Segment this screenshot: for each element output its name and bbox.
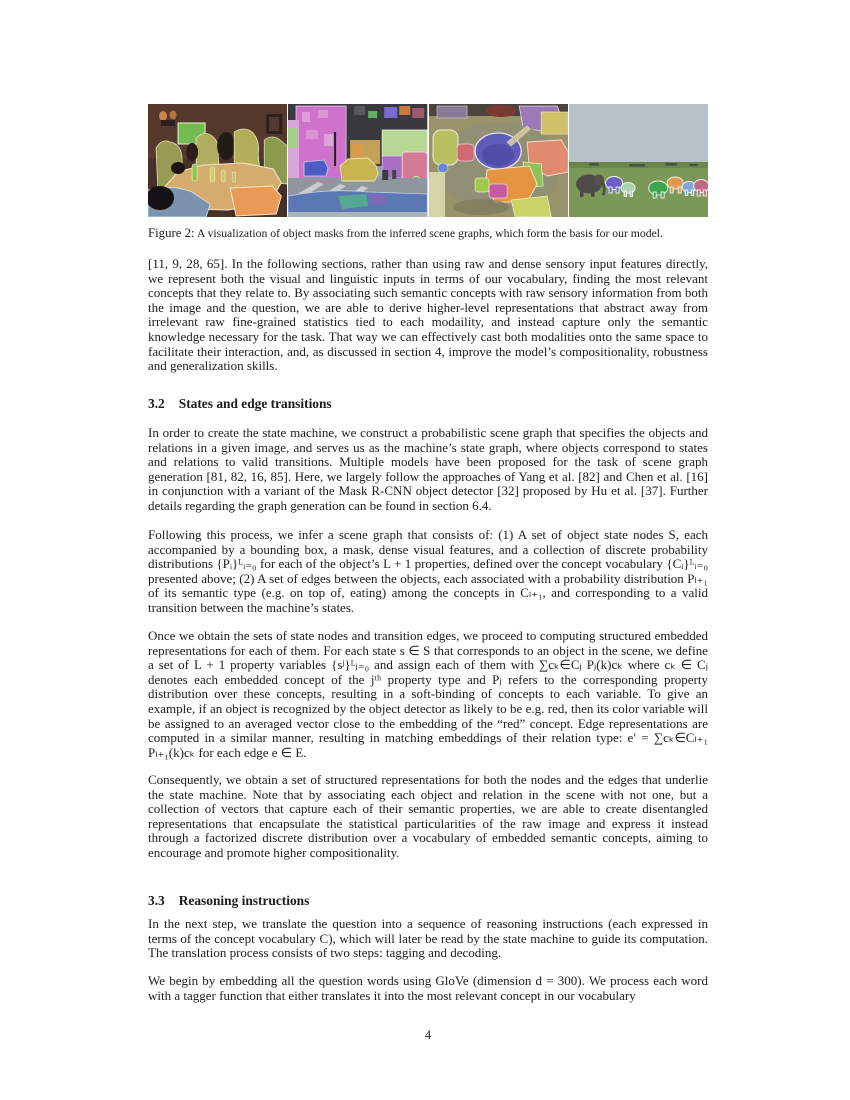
figure2-caption-text: A visualization of object masks from the inferred scene graphs, which form the basis for our model.	[196, 227, 663, 240]
section-title: States and edge transitions	[178, 396, 332, 411]
figure2-image-restaurant-masks	[148, 104, 287, 217]
paragraph-3-2-3: Once we obtain the sets of state nodes and transition edges, we proceed to computing structured embedded representations for each of them. For each state s ∈ S that corresponds to an object in the scene, we define a set of L + 1 property variables {sʲ}ᴸⱼ₌₀ and assign each of them with ∑cₖ∈Cⱼ Pⱼ(k)cₖ where cₖ ∈ Cⱼ denotes each embedded concept of the jᵗʰ property type and Pⱼ refers to the corresponding property distribution over these concepts, resulting in a soft-binding of concepts to each variable. To give an example, if an object is recognized by the object detector as likely to be e.g. red, then its color variable will be assigned to an averaged vector close to the embedding of the “red” concept. Edge representations are computed in a similar manner, resulting in matching embeddings of their relation type: e′ = ∑cₖ∈Cₗ₊₁ Pₗ₊₁(k)cₖ for each edge e ∈ E.	[148, 628, 708, 760]
figure2-caption-label: Figure 2:	[148, 226, 195, 240]
section-heading-3-2	[148, 396, 708, 412]
figure2-image-street-masks	[288, 104, 427, 217]
figure2-image-strip	[148, 104, 708, 217]
paragraph-3-2-1: In order to create the state machine, we construct a probabilistic scene graph that specifies the objects and relations in a given image, and serves us as the machine’s state graph, where objects correspond to states and relations to valid transitions. Multiple models have been proposed for the task of scene graph generation [81, 82, 16, 85]. Here, we largely follow the approaches of Yang et al. [82] and Chen et al. [16] in conjunction with a variant of the Mask R-CNN object detector [32] proposed by Hu et al. [37]. Further details regarding the graph generation can be found in section 6.4.	[148, 425, 708, 513]
paragraph-3-2-2: Following this process, we infer a scene graph that consists of: (1) A set of object state nodes S, each accompanied by a bounding box, a mask, dense visual features, and a collection of discrete probability distributions {Pᵢ}ᴸᵢ₌₀ for each of the object’s L + 1 properties, defined over the concept vocabulary {Cᵢ}ᴸᵢ₌₀ presented above; (2) A set of edges between the objects, each associated with a probability distribution Pₗ₊₁ of its semantic type (e.g. on top of, eating) among the concepts in Cₗ₊₁, and corresponding to a valid transition between the machine’s states.	[148, 527, 708, 615]
paragraph-3-3-1: In the next step, we translate the question into a sequence of reasoning instructions (each expressed in terms of the concept vocabulary C), which will later be read by the state machine to guide its computation. The translation process consists of two steps: tagging and decoding.	[148, 916, 708, 961]
section-number: 3.2	[148, 396, 165, 411]
section-title: Reasoning instructions	[178, 893, 310, 908]
figure2-image-elephants-masks	[569, 104, 708, 217]
paragraph-intro-continuation: [11, 9, 28, 65]. In the following sections, rather than using raw and dense sensory input features directly, we represent both the visual and linguistic inputs in terms of our vocabulary, finding the most relevant concepts that they relate to. By associating such semantic concepts with raw sensory information from both the image and the question, we are able to derive higher-level representations that abstract away from irrelevant raw fine-grained statistics tied to each modaility, and instead capture only the semantic knowledge necessary for the task. That way we can effectively cast both modalities onto the same space to facilitate their interaction, and, as discussed in section 4, improve the model’s compositionality, robustness and generalization skills.	[148, 256, 708, 374]
paragraph-3-3-2: We begin by embedding all the question words using GloVe (dimension d = 300). We process each word with a tagger function that either translates it into the most relevant concept in our vocabulary	[148, 973, 708, 1003]
figure2-image-table-masks	[429, 104, 568, 217]
section-heading-3-3	[148, 893, 708, 909]
page-number: 4	[424, 1028, 432, 1042]
figure2-caption	[148, 226, 708, 241]
paragraph-3-2-4: Consequently, we obtain a set of structured representations for both the nodes and the edges that underlie the state machine. Note that by associating each object and relation in the scene with not one, but a collection of vectors that capture each of their semantic properties, we are able to create disentangled representations that encapsulate the statistical particularities of the raw image and express it instead through a factorized discrete distribution over a vocabulary of embedded semantic concepts, aiming to encourage and promote higher compositionality.	[148, 772, 708, 860]
section-number: 3.3	[148, 893, 165, 908]
